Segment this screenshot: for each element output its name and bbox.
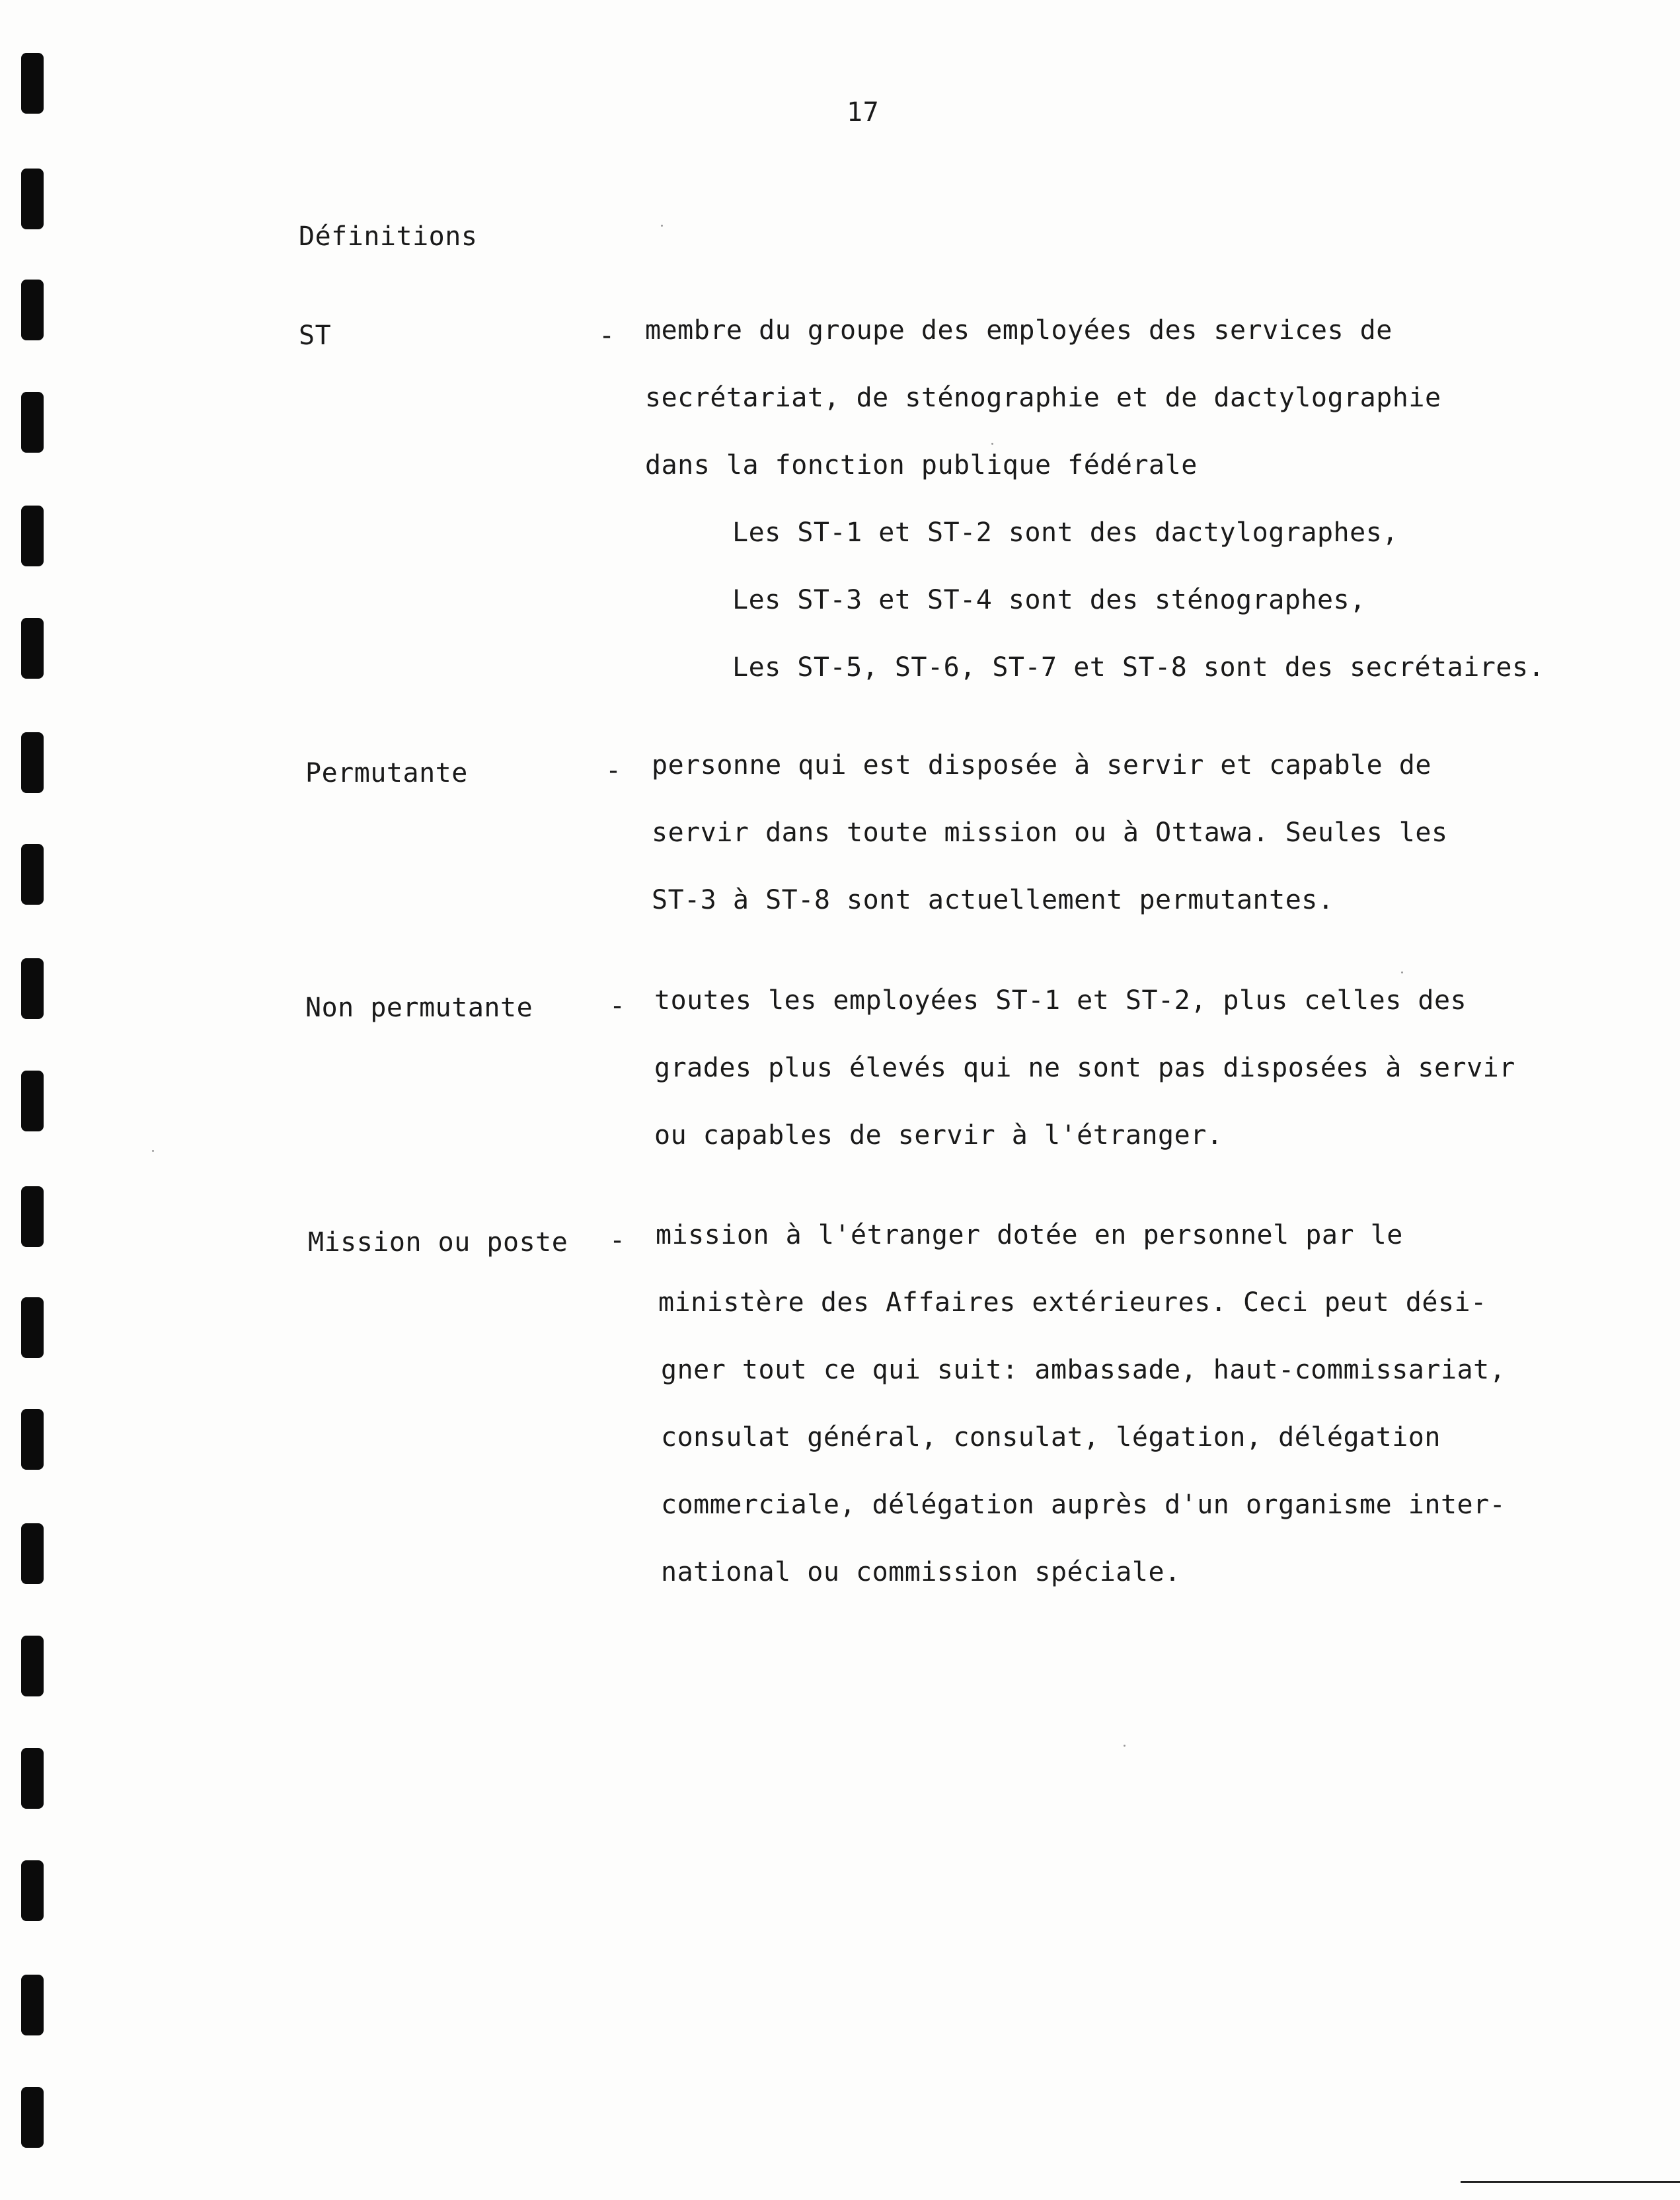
definition-line: consulat général, consulat, légation, délégation [661,1422,1441,1453]
definition-line: toutes les employées ST-1 et ST-2, plus celles des [654,985,1467,1016]
page-number: 17 [847,97,880,128]
binding-hole [21,1409,44,1470]
scan-speck [1401,971,1403,973]
definition-line: personne qui est disposée à servir et capable de [652,750,1432,780]
binding-hole [21,1186,44,1247]
binding-hole [21,1297,44,1358]
definition-subline: Les ST-5, ST-6, ST-7 et ST-8 sont des secrétaires. [732,652,1545,683]
binding-holes [19,0,58,2200]
definition-subline: Les ST-3 et ST-4 sont des sténographes, [732,585,1366,615]
definition-line: national ou commission spéciale. [661,1557,1181,1587]
term-st: ST [299,321,332,351]
binding-hole [21,1975,44,2035]
scan-speck [991,443,993,445]
term-dash: - [599,321,615,351]
binding-hole [21,506,44,566]
definition-line: dans la fonction publique fédérale [645,450,1198,480]
term-mission-ou-poste: Mission ou poste [308,1227,568,1258]
term-dash: - [605,755,622,786]
definition-subline: Les ST-1 et ST-2 sont des dactylographes, [732,517,1398,548]
term-dash: - [609,991,626,1021]
definition-line: ST-3 à ST-8 sont actuellement permutantes. [652,885,1334,915]
binding-hole [21,1860,44,1921]
definition-line: ou capables de servir à l'étranger. [654,1120,1223,1151]
binding-hole [21,169,44,229]
binding-hole [21,958,44,1019]
binding-hole [21,1071,44,1131]
section-heading: Définitions [299,221,478,252]
binding-hole [21,53,44,114]
term-permutante: Permutante [305,758,468,788]
binding-hole [21,618,44,679]
binding-hole [21,1523,44,1584]
binding-hole [21,844,44,905]
term-dash: - [609,1225,626,1256]
definition-line: grades plus élevés qui ne sont pas disposées à servir [654,1053,1515,1083]
term-non-permutante: Non permutante [305,993,533,1023]
definition-line: membre du groupe des employées des services de [645,315,1393,346]
scan-speck [152,1150,154,1152]
definition-line: commerciale, délégation auprès d'un organisme inter- [661,1490,1506,1520]
binding-hole [21,392,44,453]
binding-hole [21,280,44,340]
definition-line: mission à l'étranger dotée en personnel par le [656,1220,1403,1250]
definition-line: gner tout ce qui suit: ambassade, haut-commissariat, [661,1355,1506,1385]
binding-hole [21,732,44,793]
binding-hole [21,2087,44,2148]
binding-hole [21,1636,44,1696]
scan-speck [1124,1745,1126,1747]
bottom-rule [1461,2181,1680,2183]
binding-hole [21,1748,44,1809]
definition-line: secrétariat, de sténographie et de dactylographie [645,383,1441,413]
scan-speck [661,225,663,227]
definition-line: ministère des Affaires extérieures. Ceci peut dési- [658,1287,1487,1318]
definition-line: servir dans toute mission ou à Ottawa. Seules les [652,817,1448,848]
